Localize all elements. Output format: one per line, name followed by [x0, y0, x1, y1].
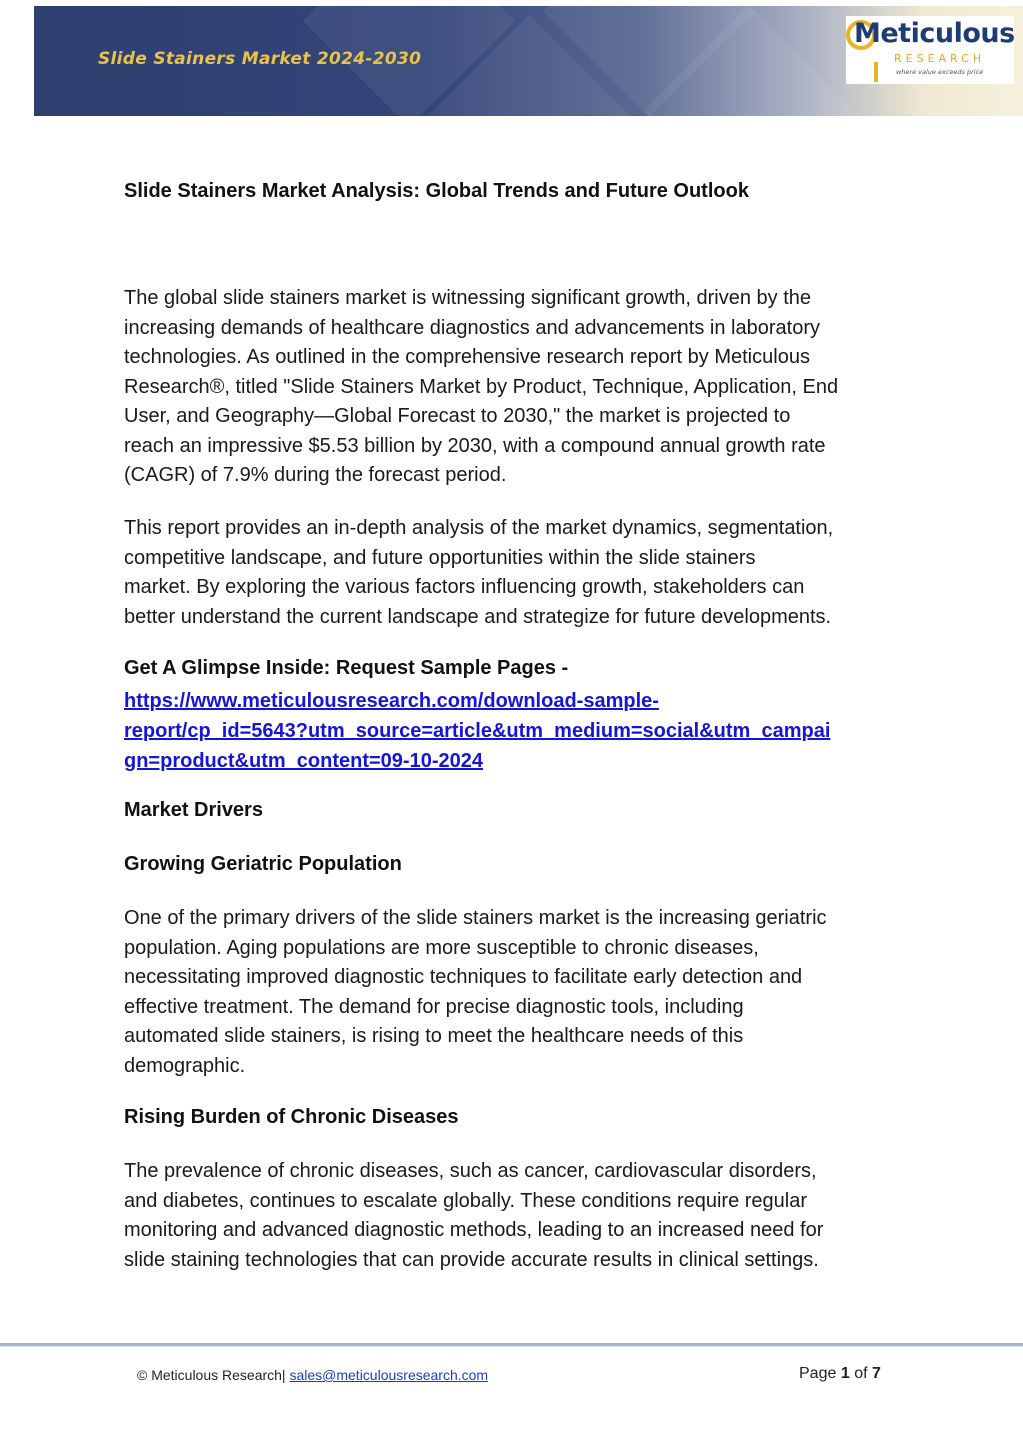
magnifier-handle	[874, 62, 878, 82]
text-line: necessitating improved diagnostic techniques to facilitate early detection and	[124, 966, 803, 988]
page-indicator	[799, 1365, 881, 1383]
text-line: demographic.	[124, 1054, 246, 1077]
text-line: The prevalence of chronic diseases, such as cancer, cardiovascular disorders,	[124, 1160, 817, 1182]
text-line: One of the primary drivers of the slide stainers market is the increasing geriatric	[124, 907, 827, 929]
text-line: Research®, titled "Slide Stainers Market by Product, Technique, Application, End	[124, 375, 839, 398]
sample-report-link[interactable]: report/cp_id=5643?utm_source=article&utm_medium=social&utm_campai	[124, 720, 831, 742]
article-title: Slide Stainers Market Analysis: Global Trends and Future Outlook	[124, 180, 749, 202]
text-line: technologies. As outlined in the comprehensive research report by Meticulous	[124, 346, 810, 368]
text-line: The global slide stainers market is witnessing significant growth, driven by the	[124, 287, 811, 309]
header-banner	[34, 6, 1023, 116]
page-of: of	[854, 1365, 868, 1382]
logo-subtitle: RESEARCH	[894, 52, 986, 65]
text-line: and diabetes, continues to escalate globally. These conditions require regular	[124, 1189, 808, 1212]
geriatric-paragraph	[124, 904, 909, 1081]
footer-divider	[0, 1343, 1023, 1347]
text-line: User, and Geography—Global Forecast to 2030," the market is projected to	[124, 405, 791, 427]
sample-report-link[interactable]: gn=product&utm_content=09-10-2024	[124, 750, 483, 772]
text-line: slide staining technologies that can provide accurate results in clinical settings.	[124, 1248, 819, 1271]
logo-wordmark: Meticulous	[854, 18, 1015, 49]
text-line: competitive landscape, and future opportunities within the slide stainers	[124, 546, 756, 569]
page-label: Page	[799, 1365, 837, 1382]
text-line: better understand the current landscape and strategize for future developments.	[124, 605, 832, 628]
copyright-text: © Meticulous Research|	[137, 1367, 286, 1383]
chronic-paragraph	[124, 1157, 909, 1275]
text-line: automated slide stainers, is rising to meet the healthcare needs of this	[124, 1025, 744, 1047]
geriatric-heading: Growing Geriatric Population	[124, 853, 402, 875]
email-link[interactable]: sales@meticulousresearch.com	[289, 1367, 489, 1383]
text-line: market. By exploring the various factors influencing growth, stakeholders can	[124, 576, 805, 598]
report-paragraph	[124, 514, 909, 632]
chronic-heading: Rising Burden of Chronic Diseases	[124, 1106, 459, 1128]
text-line: increasing demands of healthcare diagnostics and advancements in laboratory	[124, 316, 820, 339]
text-line: This report provides an in-depth analysis of the market dynamics, segmentation,	[124, 517, 834, 539]
text-line: (CAGR) of 7.9% during the forecast period.	[124, 464, 507, 486]
text-line: monitoring and advanced diagnostic methods, leading to an increased need for	[124, 1219, 824, 1241]
sample-report-link[interactable]: https://www.meticulousresearch.com/download-sample-	[124, 690, 659, 712]
logo-tagline: where value exceeds price	[896, 68, 984, 76]
page-total: 7	[871, 1365, 881, 1382]
footer-copyright	[137, 1367, 488, 1383]
banner-title: Slide Stainers Market 2024-2030	[98, 49, 422, 69]
text-line: reach an impressive $5.53 billion by 2030, with a compound annual growth rate	[124, 434, 826, 457]
intro-paragraph	[124, 284, 909, 491]
text-line: population. Aging populations are more susceptible to chronic diseases,	[124, 936, 759, 959]
market-drivers-heading: Market Drivers	[124, 799, 263, 821]
text-line: effective treatment. The demand for precise diagnostic tools, including	[124, 995, 744, 1018]
sample-link-block	[124, 686, 914, 776]
meticulous-logo	[846, 16, 1014, 84]
page-current: 1	[840, 1365, 850, 1382]
sample-pages-label: Get A Glimpse Inside: Request Sample Pages -	[124, 657, 569, 679]
